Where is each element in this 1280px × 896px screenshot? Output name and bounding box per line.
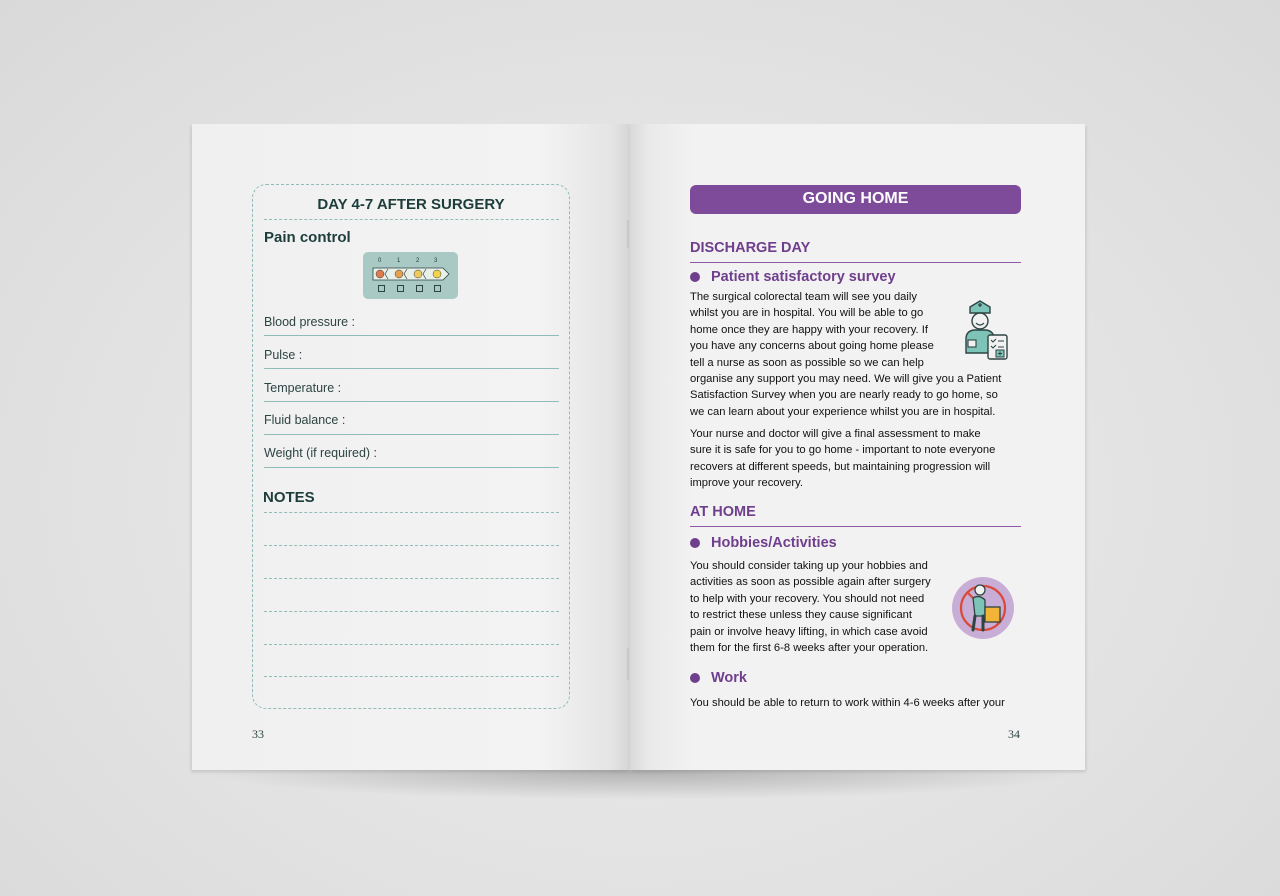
- page-title: DAY 4-7 AFTER SURGERY: [317, 196, 505, 213]
- discharge-day-heading: DISCHARGE DAY: [690, 240, 811, 256]
- at-home-heading: AT HOME: [690, 504, 756, 520]
- no-heavy-lifting-icon: [951, 576, 1015, 640]
- text-line: Satisfaction Survey when you are nearly ready to go home, so: [690, 389, 998, 402]
- text-line: improve your recovery.: [690, 477, 803, 490]
- fluid-balance-line[interactable]: [264, 434, 559, 435]
- text-line: tell a nurse as soon as possible so we can help: [690, 356, 924, 369]
- text-line: organise any support you may need. We will give you a Patient: [690, 373, 1002, 386]
- weight-line[interactable]: [264, 467, 559, 468]
- nurse-icon: [958, 297, 1010, 361]
- staple-bottom: [627, 648, 629, 680]
- text-line: The surgical colorectal team will see you daily: [690, 291, 917, 303]
- pain-scale-number: 0: [378, 258, 382, 264]
- notes-line[interactable]: [264, 512, 559, 513]
- page-number-right: 34: [1008, 727, 1020, 741]
- hobbies-paragraph: [690, 558, 931, 656]
- pain-control-label: Pain control: [264, 229, 351, 246]
- hobbies-heading: Hobbies/Activities: [711, 535, 837, 551]
- pain-checkbox-1[interactable]: [397, 285, 404, 292]
- going-home-banner: GOING HOME: [690, 185, 1021, 214]
- notes-line[interactable]: [264, 611, 559, 612]
- notes-heading: NOTES: [263, 489, 315, 506]
- pulse-line[interactable]: [264, 368, 559, 369]
- section-divider: [690, 526, 1021, 527]
- pulse-label: Pulse :: [264, 348, 303, 362]
- weight-label: Weight (if required) :: [264, 446, 378, 460]
- notes-line[interactable]: [264, 676, 559, 677]
- blood-pressure-line[interactable]: [264, 335, 559, 336]
- pain-scale: [363, 252, 458, 299]
- text-line: them for the first 6-8 weeks after your operation.: [690, 642, 929, 655]
- text-line: activities as soon as possible again after surgery: [690, 576, 931, 589]
- text-line: Your nurse and doctor will give a final assessment to make: [690, 428, 981, 440]
- assessment-paragraph: [690, 426, 995, 492]
- pain-scale-number: 2: [416, 258, 420, 264]
- notes-line[interactable]: [264, 545, 559, 546]
- work-paragraph: [690, 695, 1005, 711]
- bullet-icon: [690, 673, 700, 683]
- pain-scale-number: 1: [397, 258, 401, 264]
- text-line: to help with your recovery. You should not need: [690, 592, 925, 605]
- pain-checkbox-0[interactable]: [378, 285, 385, 292]
- staple-top: [627, 220, 629, 248]
- text-line: whilst you are in hospital. You will be able to go: [690, 307, 924, 320]
- text-line: you have any concerns about going home please: [690, 340, 934, 353]
- bullet-icon: [690, 272, 700, 282]
- text-line: recovers at different speeds, but maintaining progression will: [690, 460, 991, 473]
- pain-scale-number: 3: [434, 258, 438, 264]
- pain-checkbox-3[interactable]: [434, 285, 441, 292]
- text-line: home once they are happy with your recovery. If: [690, 323, 928, 336]
- text-line: You should be able to return to work within 4-6 weeks after your: [690, 697, 1005, 709]
- text-line: pain or involve heavy lifting, in which case avoid: [690, 625, 928, 638]
- title-divider: [264, 219, 559, 220]
- page-number-left: 33: [252, 727, 264, 741]
- text-line: we can learn about your experience whilst you are in hospital.: [690, 405, 996, 418]
- notes-line[interactable]: [264, 644, 559, 645]
- notes-line[interactable]: [264, 578, 559, 579]
- temperature-label: Temperature :: [264, 381, 342, 395]
- blood-pressure-label: Blood pressure :: [264, 315, 356, 329]
- text-line: sure it is safe for you to go home - important to note everyone: [690, 444, 996, 457]
- text-line: You should consider taking up your hobbies and: [690, 560, 928, 572]
- temperature-line[interactable]: [264, 401, 559, 402]
- survey-heading: Patient satisfactory survey: [711, 269, 896, 285]
- work-heading: Work: [711, 670, 747, 686]
- pain-checkbox-2[interactable]: [416, 285, 423, 292]
- pain-faces-icon: [371, 267, 451, 281]
- fluid-balance-label: Fluid balance :: [264, 413, 346, 427]
- survey-paragraph: [690, 289, 1001, 420]
- bullet-icon: [690, 538, 700, 548]
- text-line: to restrict these unless they cause significant: [690, 609, 912, 622]
- section-divider: [690, 262, 1021, 263]
